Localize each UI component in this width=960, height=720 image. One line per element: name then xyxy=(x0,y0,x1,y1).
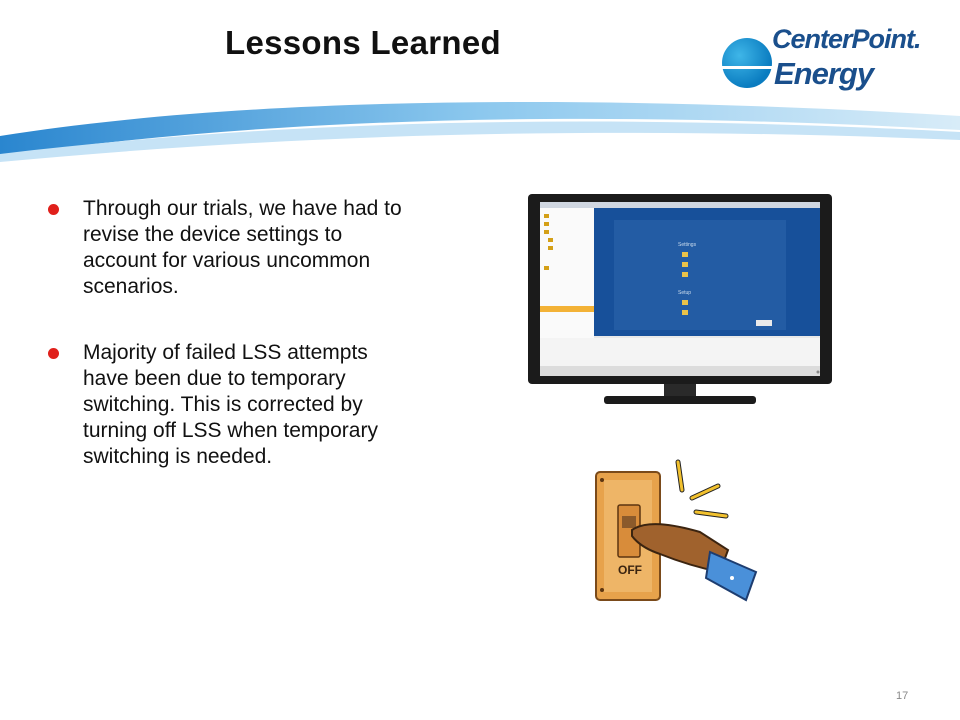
monitor-illustration xyxy=(528,194,832,408)
company-logo xyxy=(722,26,922,106)
logo-wordmark-line1: CenterPoint. xyxy=(772,24,921,54)
bullet-item xyxy=(48,340,408,470)
bullet-dot-icon xyxy=(48,204,59,215)
switch-illustration xyxy=(560,450,780,610)
logo-line xyxy=(718,66,776,69)
page-number: 17 xyxy=(896,690,909,702)
bullet-list xyxy=(48,196,408,494)
bullet-item xyxy=(48,196,408,300)
switch-off-label: OFF xyxy=(618,563,642,577)
logo-wordmark-line2: Energy xyxy=(774,56,874,91)
svg-text:Setup: Setup xyxy=(678,290,692,296)
bullet-text: Majority of failed LSS attempts have been due to temporary switching. This is corrected by turning off LSS when temporary switching is needed. xyxy=(83,341,378,468)
header-swoosh xyxy=(0,96,960,166)
slide-title: Lessons Learned xyxy=(225,24,501,61)
logo-globe-icon xyxy=(722,38,772,88)
bullet-dot-icon xyxy=(48,348,59,359)
svg-text:Settings: Settings xyxy=(678,242,697,248)
bullet-text: Through our trials, we have had to revise the device settings to account for various uncommon scenarios. xyxy=(83,197,402,298)
